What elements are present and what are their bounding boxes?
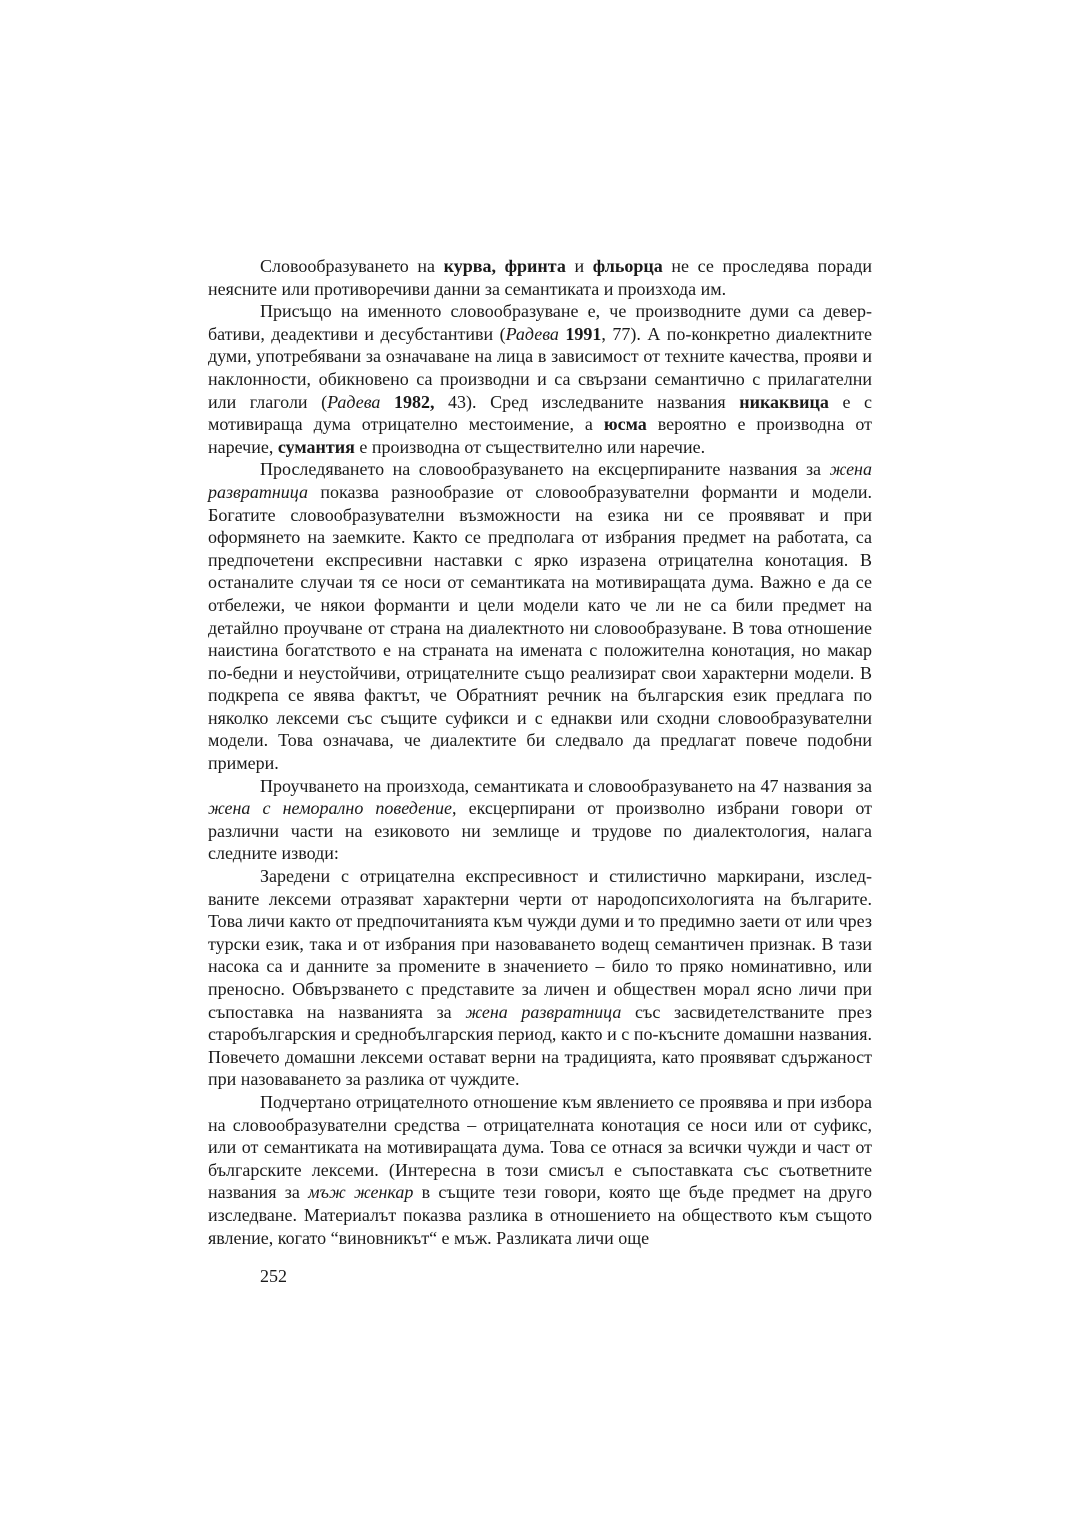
text-run: вероятно е производна от наречие, xyxy=(208,414,872,457)
text-run: Проучването на произхода, семантиката и словообразуването на 47 названия за xyxy=(260,775,872,796)
text-run: със засвидетелстваните през старобългарския и среднобългарския период, както и с по-късните домашни названия. Повечето домашни лексеми остават верни на традицията, като проявяват сдържаност при назоваването за разлика от чуждите. xyxy=(208,1001,873,1090)
text-run: Подчертано отрицателното отношение към явлението се проявява и при избора на словообразувателни средства – отрицателната конотация се носи или от суфикс, или от семантиката на мотивиращата дума. Това се отнася за всички чужди и част от българските лексеми. (Интересна в този смисъл е съпоставката със съответните названия за xyxy=(208,1091,872,1203)
italic-term: жена развратница xyxy=(208,459,872,502)
bold-term: фльорца xyxy=(592,256,663,276)
paragraph xyxy=(208,865,872,1091)
text-run: 43). Сред изследваните названия xyxy=(434,391,740,412)
text-run: Заредени с отрицателна експресивност и стилистично маркирани, изследваните лексеми отразяват характерни черти от народопсихологията на българите. Това личи както от предпочитанията към чужди думи и то предимно заети от или чрез турски език, така и от избрания при назоваването водещ семантичен признак. В тази насока са и данните за промените в значението – било то пряко номинативно, или преносно. Обвързването с представите за личен и обществен морал ясно личи при съпоставка на названията за xyxy=(208,866,872,1022)
paragraph xyxy=(208,255,872,300)
italic-term: мъж женкар xyxy=(308,1182,414,1203)
text-run: показва разнообразие от словообразувателни форманти и модели. Богатите словообразувателни възможности на езика ни се проявяват и при оформянето на заемките. Както се предполага от избрания предмет на работата, са предпочетени експресивни наставки с ярко изразена отрицателна конотация. В останалите случаи тя се носи от семантиката на мотивиращата дума. Важно е да се отбележи, че някои форманти и цели модели като че ли не са били предмет на детайлно проучване от страна на диалектното ни словообразуване. В това отношение наистина богатството е на страната на имената с положителна конотация, но макар по-бедни и неустойчиви, отрицателните също реализират свои характерни модели. В подкрепа се явява фактът, че Обратният речник на българския език предлага по няколко лексеми със същите суфикси и с еднакви или сходни словообразувателни модели. Това означава, че диалектите би следвало да предлагат повече подобни примери. xyxy=(208,481,872,774)
text-run: и xyxy=(565,256,593,276)
text-run: в същите тези говори, която ще бъде предмет на друго изследване. Материалът показва разлика в отношението на обществото към същото явление, когато “виновникът“ е мъж. Разликата личи още xyxy=(208,1182,872,1248)
text-run: Словообразуването на xyxy=(260,256,444,276)
text-run: , ексцерпирани от произволно избрани говори от различни части на езиковото ни землище и трудове по диалектология, налага следните изводи: xyxy=(208,798,872,864)
bold-term: курва, фринта xyxy=(443,256,566,276)
italic-term: жена развратница xyxy=(465,1001,622,1022)
italic-term: Радева xyxy=(505,323,559,344)
bold-term: юсма xyxy=(603,414,647,435)
text-run xyxy=(380,392,394,412)
bold-term: сумантия xyxy=(277,436,355,457)
italic-term: Радева xyxy=(327,391,381,412)
text-run: е с мотивираща дума отрицателно местоимение, а xyxy=(208,391,872,435)
bold-term: 1991 xyxy=(565,323,602,344)
bold-term: 1982, xyxy=(394,391,435,412)
paragraph xyxy=(208,1091,872,1249)
paragraph xyxy=(208,300,872,458)
paragraph xyxy=(208,775,872,865)
text-run: Проследяването на словообразуването на ексцерпираните названия за xyxy=(260,459,830,480)
text-run: е производна от съществително или наречие. xyxy=(354,436,706,457)
bold-term: никаквица xyxy=(739,391,829,412)
page-number: 252 xyxy=(260,1266,287,1286)
italic-term: жена с неморално поведение xyxy=(208,798,453,819)
paragraph xyxy=(208,458,872,774)
text-run: Присъщо на именното словообразуване е, че производните думи са девербативи, деадективи и десубстантиви ( xyxy=(208,301,872,344)
text-run: не се проследява поради неясните или противоречиви данни за семантиката и произхода им. xyxy=(208,256,873,299)
text-run: , 77). А по-конкретно диалектните думи, употребявани за означаване на лица в зависимост от техните качества, прояви и наклонности, обикновено са производни и са свързани семантично с прилагателни или глаголи ( xyxy=(208,323,873,412)
body-text xyxy=(208,255,872,1249)
